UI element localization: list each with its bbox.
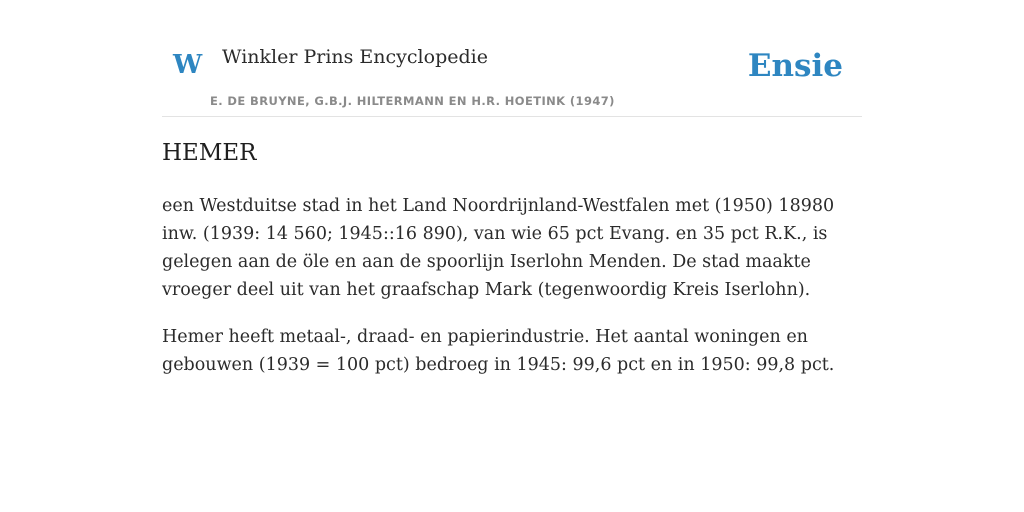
entry-paragraph: Hemer heeft metaal-, draad- en papierindustrie. Het aantal woningen en gebouwen (1939 = 100 pct) bedroeg in 1945: 99,6 pct en in 1950: 99,8 pct. — [162, 327, 835, 375]
ensie-logo[interactable]: Ensie — [747, 48, 843, 84]
entry-paragraph: een Westduitse stad in het Land Noordrijnland-Westfalen met (1950) 18980 inw. (1939: 14 560; 1945::16 890), van wie 65 pct Evang. en 35 pct R.K., is gelegen aan de öle en aan de spoorlijn Iserlohn Menden. De stad maakte vroeger deel uit van het graafschap Mark (tegenwoordig Kreis Iserlohn). — [162, 196, 835, 300]
entry-body — [162, 192, 862, 398]
publication-title[interactable]: Winkler Prins Encyclopedie — [222, 46, 488, 68]
entry-title: HEMER — [162, 140, 257, 166]
publication-authors: E. DE BRUYNE, G.B.J. HILTERMANN EN H.R. HOETINK (1947) — [210, 94, 615, 108]
source-header — [162, 40, 862, 117]
publication-logo[interactable]: W — [173, 50, 203, 80]
